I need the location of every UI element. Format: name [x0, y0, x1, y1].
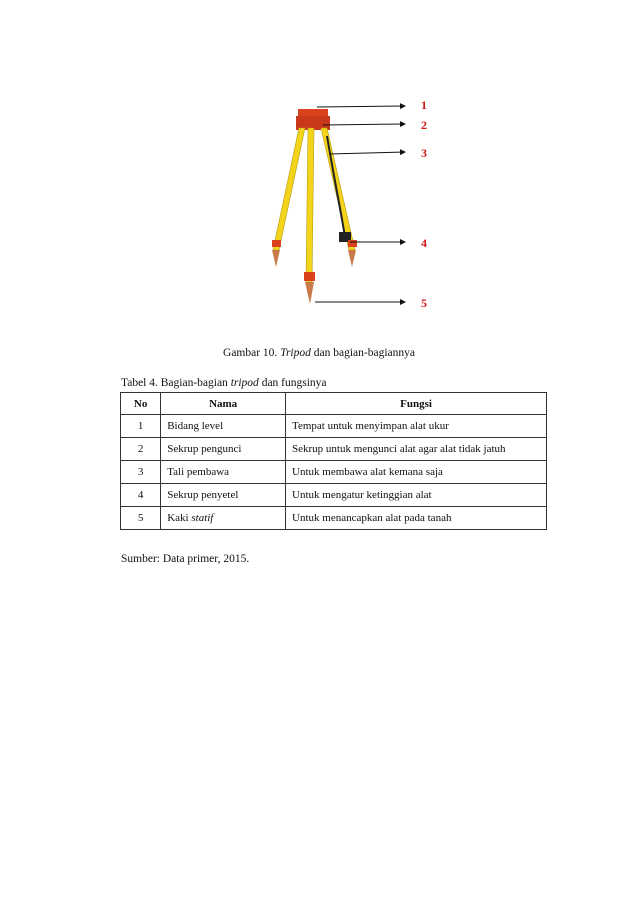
cell-fungsi: Untuk membawa alat kemana saja — [286, 461, 547, 484]
cell-no: 3 — [121, 461, 161, 484]
cell-fungsi: Tempat untuk menyimpan alat ukur — [286, 415, 547, 438]
table-row — [121, 415, 547, 438]
callout-3: 3 — [421, 146, 427, 160]
arrow-3 — [329, 152, 405, 154]
cell-name: Bidang level — [161, 415, 286, 438]
table-row — [121, 507, 547, 530]
cell-no: 5 — [121, 507, 161, 530]
cell-name: Kaki statif — [161, 507, 286, 530]
foot-left — [272, 250, 280, 267]
table-header-row — [121, 393, 547, 415]
foot-right — [348, 250, 356, 267]
tripod-leg-left — [273, 128, 305, 250]
table-title-italic: tripod — [230, 377, 259, 389]
cell-fungsi: Untuk mengatur ketinggian alat — [286, 484, 547, 507]
cell-name: Sekrup pengunci — [161, 438, 286, 461]
table-title-suffix: dan fungsinya — [261, 377, 327, 389]
tripod-illustration — [255, 92, 445, 322]
header-fungsi: Fungsi — [286, 393, 547, 415]
cell-name: Tali pembawa — [161, 461, 286, 484]
tripod-parts-table — [120, 392, 547, 530]
source-note: Sumber: Data primer, 2015. — [121, 553, 250, 565]
cell-name: Sekrup penyetel — [161, 484, 286, 507]
header-nama: Nama — [161, 393, 286, 415]
tripod-leg-right — [321, 128, 355, 250]
caption-prefix: Gambar 10. — [223, 347, 278, 359]
header-no: No — [121, 393, 161, 415]
table-row — [121, 438, 547, 461]
carry-strap — [327, 136, 345, 237]
arrow-1 — [317, 106, 405, 107]
figure-caption — [0, 347, 638, 359]
tripod-leg-center — [306, 128, 314, 282]
cell-no: 1 — [121, 415, 161, 438]
table-title-prefix: Tabel 4. Bagian-bagian — [121, 377, 228, 389]
callout-2: 2 — [421, 118, 427, 132]
foot-center — [305, 282, 314, 304]
cell-no: 2 — [121, 438, 161, 461]
tripod-figure — [255, 92, 445, 322]
table-row — [121, 484, 547, 507]
table-row — [121, 461, 547, 484]
table-title — [121, 377, 327, 389]
cell-no: 4 — [121, 484, 161, 507]
callout-4: 4 — [421, 236, 427, 250]
caption-suffix: dan bagian-bagiannya — [313, 347, 415, 359]
cell-fungsi: Sekrup untuk mengunci alat agar alat tidak jatuh — [286, 438, 547, 461]
caption-italic: Tripod — [280, 347, 311, 359]
arrow-2 — [323, 124, 405, 125]
tripod-head-plate — [298, 109, 328, 117]
callout-5: 5 — [421, 296, 427, 310]
callout-1: 1 — [421, 98, 427, 112]
cell-fungsi: Untuk menancapkan alat pada tanah — [286, 507, 547, 530]
